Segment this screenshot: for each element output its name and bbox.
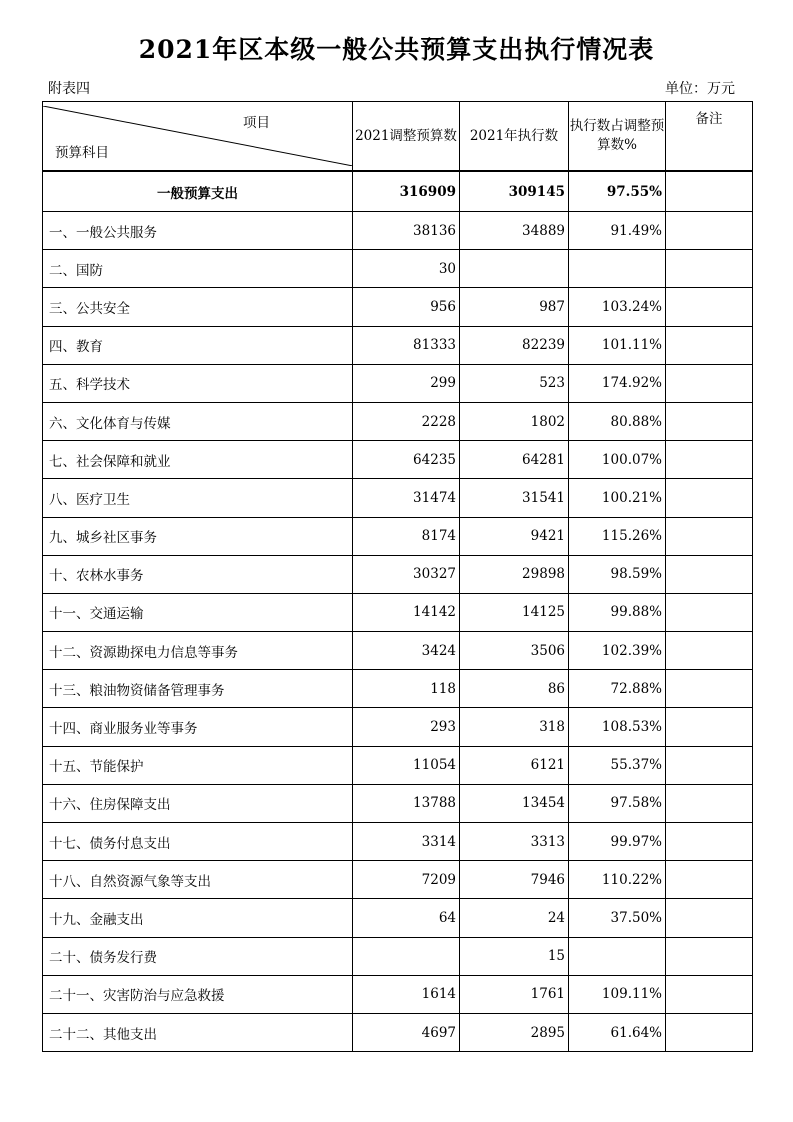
row-remarks [666,402,753,440]
row-remarks [666,784,753,822]
total-row [43,171,753,212]
row-adjusted: 30 [353,250,460,288]
row-adjusted: 4697 [353,1013,460,1051]
table-row [43,402,753,440]
row-adjusted: 31474 [353,479,460,517]
row-name: 二十二、其他支出 [43,1013,353,1051]
row-remarks [666,326,753,364]
table-row [43,517,753,555]
total-executed: 309145 [460,171,569,212]
table-row [43,250,753,288]
row-executed: 13454 [460,784,569,822]
unit-label: 单位：万元 [665,81,735,97]
row-ratio: 37.50% [569,899,666,937]
row-ratio: 109.11% [569,975,666,1013]
row-adjusted: 293 [353,708,460,746]
row-executed: 6121 [460,746,569,784]
row-ratio: 99.88% [569,593,666,631]
table-row [43,593,753,631]
row-executed: 318 [460,708,569,746]
row-adjusted: 64 [353,899,460,937]
table-row [43,479,753,517]
row-remarks [666,555,753,593]
table-row [43,861,753,899]
row-name: 十九、金融支出 [43,899,353,937]
row-remarks [666,823,753,861]
row-adjusted: 3314 [353,823,460,861]
row-executed: 15 [460,937,569,975]
table-row [43,670,753,708]
row-remarks [666,632,753,670]
row-remarks [666,517,753,555]
row-ratio: 99.97% [569,823,666,861]
row-remarks [666,746,753,784]
row-executed: 34889 [460,212,569,250]
row-remarks [666,861,753,899]
row-name: 五、科学技术 [43,364,353,402]
row-executed: 86 [460,670,569,708]
table-row [43,288,753,326]
row-executed: 14125 [460,593,569,631]
row-remarks [666,250,753,288]
row-name: 十四、商业服务业等事务 [43,708,353,746]
total-adjusted: 316909 [353,171,460,212]
row-name: 十八、自然资源气象等支出 [43,861,353,899]
row-executed [460,250,569,288]
row-ratio: 55.37% [569,746,666,784]
header-subject-label: 预算科目 [55,145,109,161]
row-adjusted: 30327 [353,555,460,593]
row-executed: 24 [460,899,569,937]
row-ratio: 91.49% [569,212,666,250]
row-adjusted: 956 [353,288,460,326]
row-executed: 2895 [460,1013,569,1051]
row-adjusted: 299 [353,364,460,402]
table-header-row [43,102,753,172]
row-adjusted: 7209 [353,861,460,899]
table-row [43,212,753,250]
budget-table [42,101,753,1052]
row-ratio [569,250,666,288]
row-adjusted: 2228 [353,402,460,440]
row-ratio: 102.39% [569,632,666,670]
row-ratio: 108.53% [569,708,666,746]
header-adjusted-budget: 2021调整预算数 [353,102,460,172]
row-ratio [569,937,666,975]
appendix-label: 附表四 [48,81,90,97]
table-row [43,1013,753,1051]
header-item-label: 项目 [243,115,270,131]
table-row [43,975,753,1013]
row-ratio: 98.59% [569,555,666,593]
row-name: 十六、住房保障支出 [43,784,353,822]
row-adjusted: 13788 [353,784,460,822]
row-executed: 29898 [460,555,569,593]
row-name: 十二、资源勘探电力信息等事务 [43,632,353,670]
row-remarks [666,593,753,631]
row-ratio: 80.88% [569,402,666,440]
row-remarks [666,670,753,708]
row-executed: 82239 [460,326,569,364]
row-ratio: 97.58% [569,784,666,822]
row-name: 一、一般公共服务 [43,212,353,250]
row-executed: 7946 [460,861,569,899]
row-remarks [666,899,753,937]
table-row [43,441,753,479]
row-name: 十五、节能保护 [43,746,353,784]
table-row [43,899,753,937]
header-ratio: 执行数占调整预算数% [569,102,666,172]
total-name: 一般预算支出 [43,171,353,212]
header-remarks: 备注 [666,102,753,172]
table-row [43,937,753,975]
row-executed: 9421 [460,517,569,555]
row-name: 二十、债务发行费 [43,937,353,975]
table-row [43,708,753,746]
row-remarks [666,1013,753,1051]
row-name: 九、城乡社区事务 [43,517,353,555]
row-adjusted: 14142 [353,593,460,631]
row-remarks [666,212,753,250]
table-row [43,632,753,670]
row-executed: 523 [460,364,569,402]
table-row [43,364,753,402]
row-name: 十三、粮油物资储备管理事务 [43,670,353,708]
table-row [43,555,753,593]
row-name: 三、公共安全 [43,288,353,326]
row-name: 二、国防 [43,250,353,288]
row-executed: 3506 [460,632,569,670]
table-body [43,171,753,1052]
row-ratio: 72.88% [569,670,666,708]
row-name: 十七、债务付息支出 [43,823,353,861]
row-executed: 64281 [460,441,569,479]
row-name: 十、农林水事务 [43,555,353,593]
row-executed: 1761 [460,975,569,1013]
row-remarks [666,708,753,746]
row-ratio: 110.22% [569,861,666,899]
row-name: 二十一、灾害防治与应急救援 [43,975,353,1013]
row-adjusted: 118 [353,670,460,708]
row-remarks [666,288,753,326]
row-executed: 3313 [460,823,569,861]
table-row [43,784,753,822]
row-ratio: 174.92% [569,364,666,402]
row-executed: 987 [460,288,569,326]
row-remarks [666,937,753,975]
row-adjusted: 3424 [353,632,460,670]
row-remarks [666,479,753,517]
row-remarks [666,441,753,479]
row-ratio: 100.21% [569,479,666,517]
row-adjusted: 1614 [353,975,460,1013]
row-executed: 31541 [460,479,569,517]
row-name: 八、医疗卫生 [43,479,353,517]
row-ratio: 101.11% [569,326,666,364]
table-row [43,746,753,784]
table-row [43,823,753,861]
row-remarks [666,364,753,402]
row-remarks [666,975,753,1013]
row-adjusted: 8174 [353,517,460,555]
row-adjusted: 38136 [353,212,460,250]
row-executed: 1802 [460,402,569,440]
row-ratio: 115.26% [569,517,666,555]
row-name: 七、社会保障和就业 [43,441,353,479]
header-executed: 2021年执行数 [460,102,569,172]
row-adjusted: 81333 [353,326,460,364]
total-remarks [666,171,753,212]
total-ratio: 97.55% [569,171,666,212]
table-row [43,326,753,364]
row-ratio: 103.24% [569,288,666,326]
row-adjusted: 64235 [353,441,460,479]
row-ratio: 61.64% [569,1013,666,1051]
row-name: 六、文化体育与传媒 [43,402,353,440]
row-name: 四、教育 [43,326,353,364]
row-adjusted: 11054 [353,746,460,784]
page-title: 2021年区本级一般公共预算支出执行情况表 [138,35,655,64]
row-adjusted [353,937,460,975]
row-name: 十一、交通运输 [43,593,353,631]
row-ratio: 100.07% [569,441,666,479]
header-diagonal-cell [43,102,353,172]
